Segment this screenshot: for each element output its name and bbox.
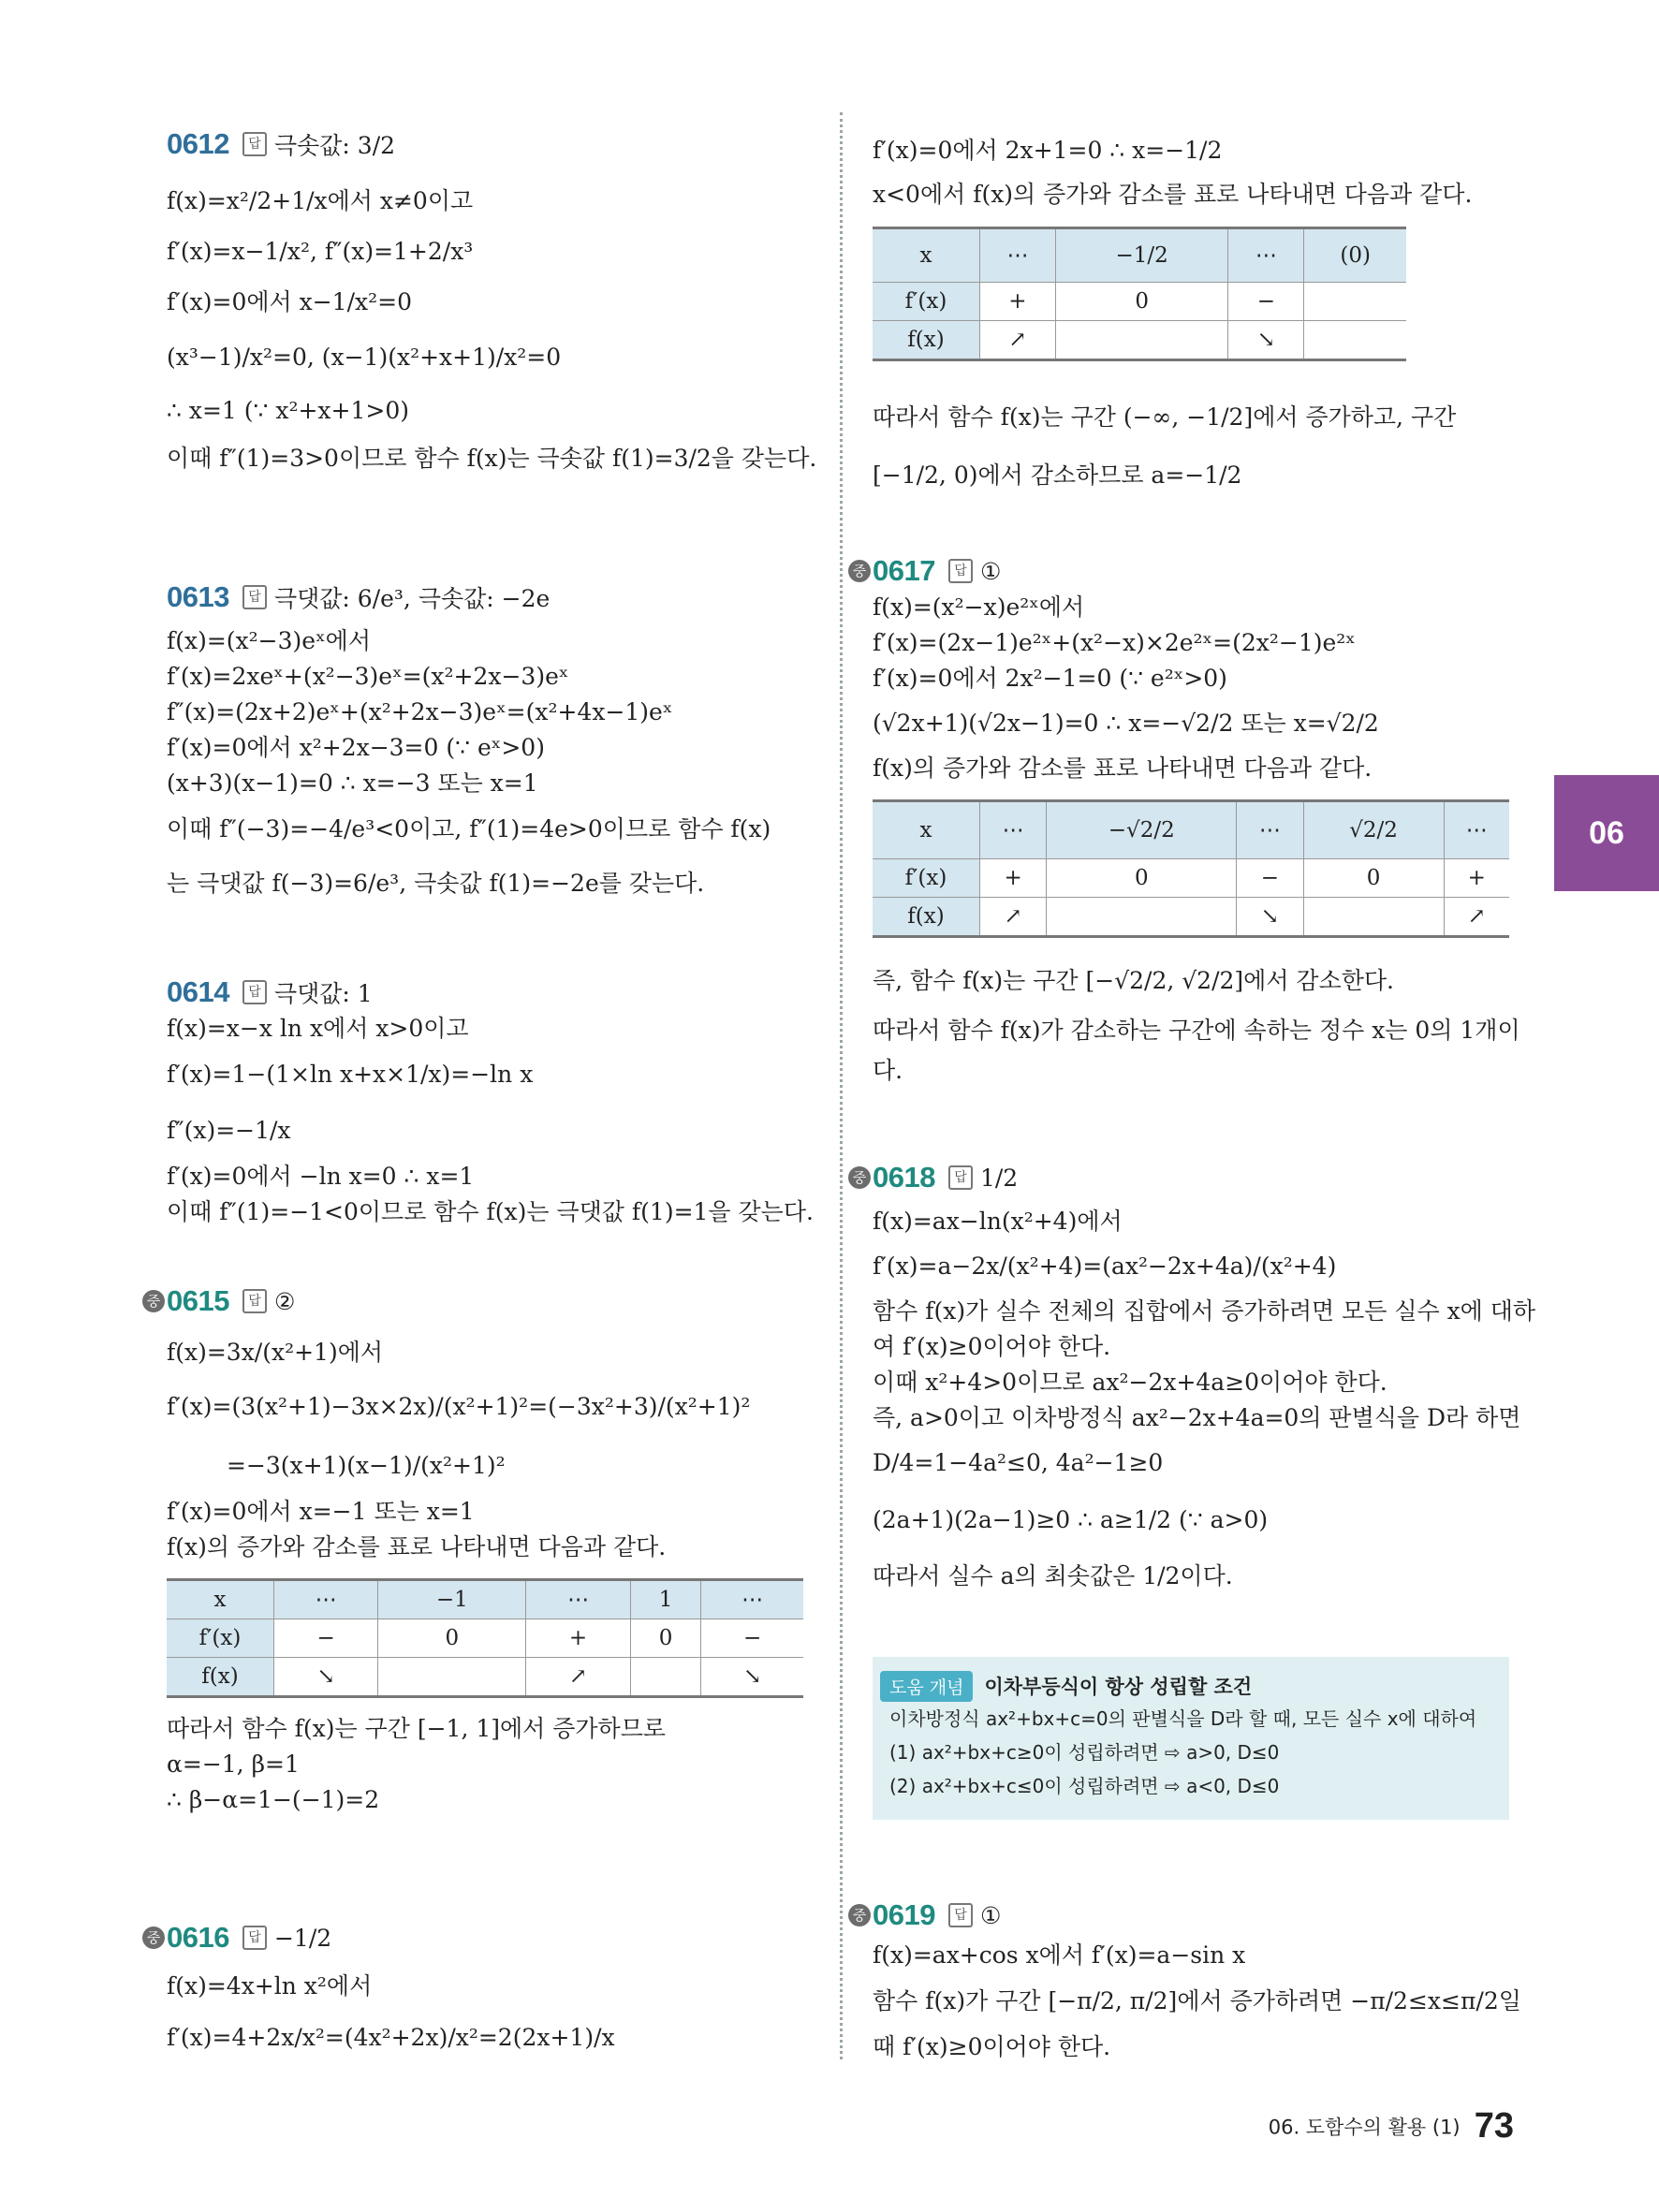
answer-text: 극솟값: 3/2 bbox=[273, 132, 396, 159]
answer-text: ① bbox=[979, 1901, 1002, 1929]
table-cell: ⋯ bbox=[701, 1580, 803, 1619]
table-cell: x bbox=[167, 1580, 274, 1619]
solution-line: f′(x)=0에서 x²+2x−3=0 (∵ eˣ>0) bbox=[167, 734, 545, 761]
solution-line: f′(x)=0에서 x=−1 또는 x=1 bbox=[167, 1498, 475, 1525]
solution-line: 때 f′(x)≥0이어야 한다. bbox=[873, 2033, 1111, 2060]
solution-line: f(x)의 증가와 감소를 표로 나타내면 다음과 같다. bbox=[873, 754, 1373, 782]
table-cell: −√2/2 bbox=[1047, 801, 1237, 859]
solution-line: 이때 f″(1)=−1<0이므로 함수 f(x)는 극댓값 f(1)=1을 갖는다. bbox=[167, 1198, 814, 1225]
chapter-side-tab: 06 bbox=[1554, 775, 1659, 891]
table-cell: x bbox=[873, 801, 980, 859]
problem-number: 0617 bbox=[873, 554, 935, 587]
table-cell: −1/2 bbox=[1055, 228, 1228, 283]
solution-line: α=−1, β=1 bbox=[167, 1751, 300, 1778]
table-cell: ⋯ bbox=[980, 801, 1047, 859]
solution-line: 여 f′(x)≥0이어야 한다. bbox=[873, 1333, 1111, 1360]
answer-icon: 답 bbox=[242, 132, 267, 156]
problem-0613 bbox=[167, 579, 803, 910]
solution-line: f(x)의 증가와 감소를 표로 나타내면 다음과 같다. bbox=[167, 1533, 667, 1560]
helper-line: 이차방정식 ax²+bx+c=0의 판별식을 D라 할 때, 모든 실수 x에 대하여 bbox=[889, 1707, 1477, 1730]
table-cell: 0 bbox=[378, 1619, 526, 1658]
solution-line: =−3(x+1)(x−1)/(x²+1)² bbox=[227, 1452, 506, 1479]
page-number: 73 bbox=[1474, 2106, 1514, 2146]
solution-line: 따라서 함수 f(x)가 감소하는 구간에 속하는 정수 x는 0의 1개이 bbox=[873, 1017, 1520, 1044]
important-badge-icon: 중 bbox=[848, 560, 871, 582]
table-cell: ↘ bbox=[701, 1658, 803, 1697]
solution-line: f′(x)=4+2x/x²=(4x²+2x)/x²=2(2x+1)/x bbox=[167, 2024, 615, 2051]
solution-line: (2a+1)(2a−1)≥0 ∴ a≥1/2 (∵ a>0) bbox=[873, 1506, 1269, 1533]
table-cell: − bbox=[701, 1619, 803, 1658]
problem-number: 0616 bbox=[167, 1921, 229, 1954]
table-cell bbox=[1303, 898, 1444, 937]
problem-number: 0614 bbox=[167, 975, 229, 1008]
solution-line: ∴ β−α=1−(−1)=2 bbox=[167, 1786, 380, 1813]
problem-0619 bbox=[852, 1897, 1521, 2065]
solution-line: 따라서 함수 f(x)는 구간 (−∞, −1/2]에서 증가하고, 구간 bbox=[873, 403, 1457, 431]
table-cell: f(x) bbox=[873, 321, 980, 360]
solution-line: f(x)=(x²−3)eˣ에서 bbox=[167, 627, 371, 654]
table-cell: −1 bbox=[378, 1580, 526, 1619]
chapter-title: 06. 도함수의 활용 (1) bbox=[1268, 2116, 1461, 2139]
helper-tag: 도움 개념 bbox=[880, 1671, 973, 1702]
problem-0616-continued bbox=[873, 125, 1519, 505]
problem-0616 bbox=[146, 1919, 803, 2069]
table-cell: ↗ bbox=[980, 898, 1047, 937]
solution-line: [−1/2, 0)에서 감소하므로 a=−1/2 bbox=[873, 461, 1242, 489]
problem-0615 bbox=[146, 1282, 803, 1818]
solution-line: D/4=1−4a²≤0, 4a²−1≥0 bbox=[873, 1449, 1164, 1476]
table-cell: − bbox=[1228, 283, 1304, 321]
table-cell: ⋯ bbox=[1228, 228, 1304, 283]
solution-line: f″(x)=−1/x bbox=[167, 1117, 291, 1144]
sign-table bbox=[873, 227, 1406, 361]
table-cell: ↘ bbox=[274, 1658, 378, 1697]
table-row bbox=[167, 1619, 803, 1658]
page-footer bbox=[1269, 2106, 1514, 2146]
answer-text: −1/2 bbox=[273, 1924, 332, 1952]
problem-0612 bbox=[167, 125, 817, 483]
answer-icon: 답 bbox=[948, 1165, 973, 1190]
solution-line: f(x)=ax+cos x에서 f′(x)=a−sin x bbox=[873, 1941, 1246, 1969]
answer-text: 극댓값: 6/e³, 극솟값: −2e bbox=[273, 585, 551, 612]
answer-text: 극댓값: 1 bbox=[273, 980, 373, 1007]
table-cell: 0 bbox=[1303, 859, 1444, 898]
solution-line: f(x)=3x/(x²+1)에서 bbox=[167, 1339, 384, 1366]
table-row bbox=[167, 1580, 803, 1619]
solution-line: x<0에서 f(x)의 증가와 감소를 표로 나타내면 다음과 같다. bbox=[873, 181, 1473, 208]
table-cell bbox=[1055, 321, 1228, 360]
helper-line: (2) ax²+bx+c≤0이 성립하려면 ⇨ a<0, D≤0 bbox=[889, 1775, 1280, 1797]
solution-line: 따라서 함수 f(x)는 구간 [−1, 1]에서 증가하므로 bbox=[167, 1715, 667, 1742]
problem-0618 bbox=[852, 1159, 1536, 1603]
table-cell: ↘ bbox=[1228, 321, 1304, 360]
helper-line: (1) ax²+bx+c≥0이 성립하려면 ⇨ a>0, D≤0 bbox=[889, 1741, 1280, 1764]
solution-line: 함수 f(x)가 실수 전체의 집합에서 증가하려면 모든 실수 x에 대하 bbox=[873, 1297, 1536, 1325]
table-cell bbox=[378, 1658, 526, 1697]
important-badge-icon: 중 bbox=[142, 1926, 165, 1949]
solution-line: 따라서 실수 a의 최솟값은 1/2이다. bbox=[873, 1562, 1233, 1589]
solution-line: f′(x)=2xeˣ+(x²−3)eˣ=(x²+2x−3)eˣ bbox=[167, 663, 569, 690]
table-cell bbox=[630, 1658, 701, 1697]
solution-line: 즉, 함수 f(x)는 구간 [−√2/2, √2/2]에서 감소한다. bbox=[873, 967, 1394, 994]
answer-icon: 답 bbox=[242, 585, 267, 609]
table-cell: + bbox=[526, 1619, 630, 1658]
column-divider bbox=[840, 112, 843, 2059]
table-cell: ⋯ bbox=[1237, 801, 1303, 859]
table-cell: f(x) bbox=[873, 898, 980, 937]
answer-icon: 답 bbox=[242, 1289, 267, 1313]
problem-number: 0615 bbox=[167, 1284, 229, 1317]
solution-line: 이때 x²+4>0이므로 ax²−2x+4a≥0이어야 한다. bbox=[873, 1369, 1387, 1396]
table-row bbox=[873, 283, 1406, 321]
table-cell: + bbox=[1444, 859, 1509, 898]
table-cell: ⋯ bbox=[526, 1580, 630, 1619]
solution-line: f′(x)=1−(1×ln x+x×1/x)=−ln x bbox=[167, 1061, 534, 1088]
answer-text: 1/2 bbox=[979, 1164, 1019, 1192]
solution-line: f′(x)=x−1/x², f″(x)=1+2/x³ bbox=[167, 238, 474, 265]
answer-icon: 답 bbox=[948, 1903, 973, 1927]
table-cell: (0) bbox=[1304, 228, 1406, 283]
solution-line: f(x)=x−x ln x에서 x>0이고 bbox=[167, 1015, 469, 1042]
solution-line: f″(x)=(2x+2)eˣ+(x²+2x−3)eˣ=(x²+4x−1)eˣ bbox=[167, 698, 673, 725]
table-cell: f′(x) bbox=[167, 1619, 274, 1658]
solution-line: f′(x)=0에서 −ln x=0 ∴ x=1 bbox=[167, 1163, 475, 1190]
important-badge-icon: 중 bbox=[848, 1904, 871, 1926]
table-cell: ⋯ bbox=[980, 228, 1056, 283]
table-cell: ⋯ bbox=[274, 1580, 378, 1619]
answer-icon: 답 bbox=[242, 1926, 267, 1950]
table-cell bbox=[1047, 898, 1237, 937]
solution-line: f′(x)=0에서 2x²−1=0 (∵ e²ˣ>0) bbox=[873, 665, 1227, 692]
important-badge-icon: 중 bbox=[142, 1290, 165, 1312]
table-cell: 1 bbox=[630, 1580, 701, 1619]
table-row bbox=[873, 859, 1509, 898]
solution-line: 이때 f″(−3)=−4/e³<0이고, f″(1)=4e>0이므로 함수 f(x) bbox=[167, 815, 771, 842]
table-row bbox=[873, 228, 1406, 283]
table-cell: √2/2 bbox=[1303, 801, 1444, 859]
table-cell: − bbox=[274, 1619, 378, 1658]
solution-line: f′(x)=(2x−1)e²ˣ+(x²−x)×2e²ˣ=(2x²−1)e²ˣ bbox=[873, 629, 1356, 656]
solution-line: 는 극댓값 f(−3)=6/e³, 극솟값 f(1)=−2e를 갖는다. bbox=[167, 870, 705, 897]
sign-table bbox=[873, 799, 1509, 938]
table-row bbox=[167, 1658, 803, 1697]
table-cell: ↗ bbox=[1444, 898, 1509, 937]
table-cell: ↘ bbox=[1237, 898, 1303, 937]
table-row bbox=[873, 801, 1509, 859]
sign-table bbox=[167, 1578, 803, 1698]
table-cell: f(x) bbox=[167, 1658, 274, 1697]
table-row bbox=[873, 898, 1509, 937]
problem-number: 0619 bbox=[873, 1898, 935, 1931]
table-cell bbox=[1304, 321, 1406, 360]
problem-number: 0618 bbox=[873, 1161, 935, 1194]
table-cell: − bbox=[1237, 859, 1303, 898]
solution-line: f(x)=ax−ln(x²+4)에서 bbox=[873, 1208, 1123, 1235]
table-cell: 0 bbox=[1047, 859, 1237, 898]
solution-line: f′(x)=0에서 2x+1=0 ∴ x=−1/2 bbox=[873, 137, 1223, 164]
solution-line: f(x)=(x²−x)e²ˣ에서 bbox=[873, 593, 1085, 621]
solution-line: f(x)=x²/2+1/x에서 x≠0이고 bbox=[167, 187, 474, 214]
answer-icon: 답 bbox=[242, 980, 267, 1004]
table-cell: f′(x) bbox=[873, 283, 980, 321]
solution-line: (√2x+1)(√2x−1)=0 ∴ x=−√2/2 또는 x=√2/2 bbox=[873, 710, 1379, 737]
important-badge-icon: 중 bbox=[848, 1166, 871, 1189]
table-row bbox=[873, 321, 1406, 360]
answer-text: ② bbox=[273, 1287, 296, 1315]
problem-number: 0612 bbox=[167, 127, 229, 160]
helper-title: 이차부등식이 항상 성립할 조건 bbox=[984, 1676, 1253, 1698]
problem-0617 bbox=[852, 552, 1520, 1090]
solution-line: f′(x)=(3(x²+1)−3x×2x)/(x²+1)²=(−3x²+3)/(x²+1)² bbox=[167, 1393, 751, 1420]
table-cell: 0 bbox=[630, 1619, 701, 1658]
solution-line: f′(x)=a−2x/(x²+4)=(ax²−2x+4a)/(x²+4) bbox=[873, 1252, 1337, 1280]
solution-line: 즉, a>0이고 이차방정식 ax²−2x+4a=0의 판별식을 D라 하면 bbox=[873, 1404, 1521, 1431]
solution-line: 이때 f″(1)=3>0이므로 함수 f(x)는 극솟값 f(1)=3/2을 갖는다. bbox=[167, 445, 817, 472]
table-cell: x bbox=[873, 228, 980, 283]
table-cell: f′(x) bbox=[873, 859, 980, 898]
table-cell: 0 bbox=[1055, 283, 1228, 321]
table-cell: + bbox=[980, 859, 1047, 898]
helper-concept-box bbox=[873, 1657, 1509, 1820]
problem-0614 bbox=[167, 974, 814, 1230]
table-cell: + bbox=[980, 283, 1056, 321]
solution-line: f′(x)=0에서 x−1/x²=0 bbox=[167, 288, 412, 315]
solution-line: (x³−1)/x²=0, (x−1)(x²+x+1)/x²=0 bbox=[167, 344, 562, 371]
solution-line: ∴ x=1 (∵ x²+x+1>0) bbox=[167, 397, 409, 424]
solution-line: (x+3)(x−1)=0 ∴ x=−3 또는 x=1 bbox=[167, 769, 538, 797]
answer-icon: 답 bbox=[948, 559, 973, 583]
solution-line: 다. bbox=[873, 1057, 903, 1084]
solution-line: f(x)=4x+ln x²에서 bbox=[167, 1972, 373, 2000]
table-cell bbox=[1304, 283, 1406, 321]
table-cell: ↗ bbox=[526, 1658, 630, 1697]
table-cell: ⋯ bbox=[1444, 801, 1509, 859]
answer-text: ① bbox=[979, 557, 1002, 585]
solution-line: 함수 f(x)가 구간 [−π/2, π/2]에서 증가하려면 −π/2≤x≤π/2일 bbox=[873, 1987, 1521, 2014]
problem-number: 0613 bbox=[167, 580, 229, 613]
table-cell: ↗ bbox=[980, 321, 1056, 360]
